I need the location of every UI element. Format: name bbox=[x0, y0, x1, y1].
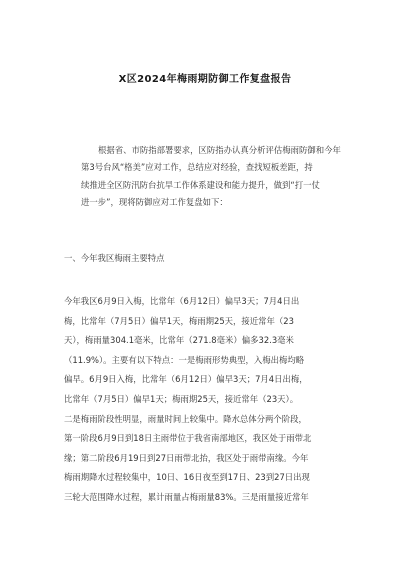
intro-line: 续推进全区防汛防台抗旱工作体系建设和能力提升，做到“打一仗 bbox=[81, 179, 320, 190]
intro-line: 第3号台风“格美”应对工作，总结应对经验，查找短板差距，持 bbox=[81, 162, 313, 173]
section-line: 今年我区6月9日入梅，比常年（6月12日）偏早3天；7月4日出 bbox=[64, 296, 300, 306]
section-line: 偏早。6月9日入梅，比常年（6月12日）偏早3天；7月4日出梅， bbox=[64, 374, 308, 385]
intro-line: 根据省、市防指部署要求，区防指办认真分析评估梅雨防御和今年 bbox=[98, 145, 341, 155]
section-heading: 一、今年我区梅雨主要特点 bbox=[64, 253, 165, 263]
section-line: 三轮大范围降水过程，累计雨量占梅雨量83%。三是雨量接近常年 bbox=[64, 491, 309, 502]
section-line: 梅，比常年（7月5日）偏早1天，梅雨期25天，接近常年（23 bbox=[64, 315, 294, 326]
section-line: 缘；第二阶段6月19日到27日雨带北抬，我区处于雨带南缘。今年 bbox=[64, 452, 309, 463]
section-line: 比常年（7月5日）偏早1天；梅雨期25天，接近常年（23天）。 bbox=[64, 393, 299, 404]
section-line: 天），梅雨量304.1毫米，比常年（271.8毫米）偏多32.3毫米 bbox=[64, 335, 294, 346]
intro-line: 进一步”，现将防御应对工作复盘如下： bbox=[81, 197, 228, 208]
section-paragraph bbox=[64, 292, 354, 508]
intro-paragraph bbox=[64, 142, 354, 212]
section-line: 二是梅雨阶段性明显，雨量时间上较集中。降水总体分两个阶段， bbox=[64, 413, 307, 424]
section-line: 第一阶段6月9日到18日主雨带位于我省南部地区，我区处于雨带北 bbox=[64, 433, 312, 444]
section-line: 梅雨期降水过程较集中，10日、16日夜至到17日、23到27日出现 bbox=[64, 472, 310, 483]
document-title: X区2024年梅雨期防御工作复盘报告 bbox=[118, 74, 292, 85]
section-line: （11.9%）。主要有以下特点：一是梅雨形势典型，入梅出梅均略 bbox=[64, 354, 305, 365]
